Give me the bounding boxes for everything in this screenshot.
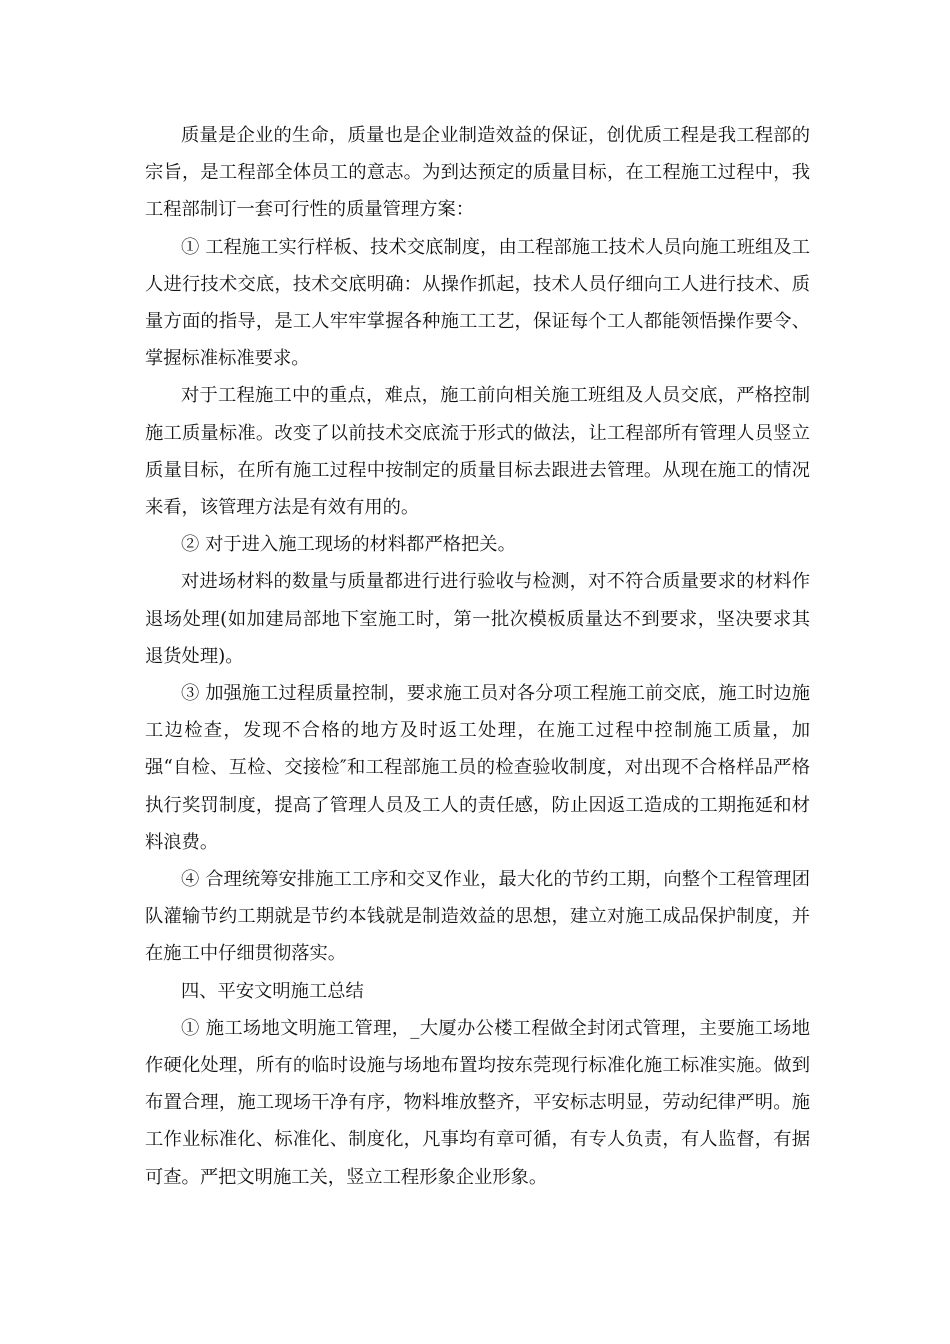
- paragraph-item-1-sample-system: ① 工程施工实行样板、技术交底制度，由工程部施工技术人员向施工班组及工人进行技术交底，技术交底明确：从操作抓起，技术人员仔细向工人进行技术、质量方面的指导，是工人牢牢掌握各种施工工艺，保证每个工人都能领悟操作要令、掌握标准标准要求。: [145, 236, 810, 370]
- paragraph-material-inspection: 对进场材料的数量与质量都进行进行验收与检测，对不符合质量要求的材料作退场处理(如加建局部地下室施工时，第一批次模板质量达不到要求，坚决要求其退货处理)。: [145, 571, 810, 667]
- paragraph-item-3-process-control: ③ 加强施工过程质量控制，要求施工员对各分项工程施工前交底，施工时边施工边检查，发现不合格的地方及时返工处理，在施工过程中控制施工质量，加强“自检、互检、交接检″和工程部施工员的检查验收制度，对出现不合格样品严格执行奖罚制度，提高了管理人员及工人的责任感，防止因返工造成的工期拖延和材料浪费。: [145, 683, 810, 853]
- paragraph-quality-intro: 质量是企业的生命，质量也是企业制造效益的保证，创优质工程是我工程部的宗旨，是工程部全体员工的意志。为到达预定的质量目标，在工程施工过程中，我工程部制订一套可行性的质量管理方案：: [145, 125, 810, 221]
- paragraph-item-2-materials: ② 对于进入施工现场的材料都严格把关。: [181, 534, 516, 556]
- paragraph-item-4-scheduling: ④ 合理统筹安排施工工序和交叉作业，最大化的节约工期，向整个工程管理团队灌输节约工期就是节约本钱就是制造效益的思想，建立对施工成品保护制度，并在施工中仔细贯彻落实。: [145, 869, 810, 965]
- paragraph-key-points: 对于工程施工中的重点，难点，施工前向相关施工班组及人员交底，严格控制施工质量标准。改变了以前技术交底流于形式的做法，让工程部所有管理人员竖立质量目标，在所有施工过程中按制定的质量目标去跟进去管理。从现在施工的情况来看，该管理方法是有效有用的。: [145, 385, 810, 519]
- paragraph-site-management: ① 施工场地文明施工管理，_大厦办公楼工程做全封闭式管理，主要施工场地作硬化处理，所有的临时设施与场地布置均按东莞现行标准化施工标准实施。做到布置合理，施工现场干净有序，物料堆放整齐，平安标志明显，劳动纪律严明。施工作业标准化、标准化、制度化，凡事均有章可循，有专人负责，有人监督，有据可查。严把文明施工关，竖立工程形象企业形象。: [145, 1017, 810, 1188]
- document-body: [145, 117, 810, 1196]
- section-heading-safety: 四、平安文明施工总结: [181, 980, 364, 1002]
